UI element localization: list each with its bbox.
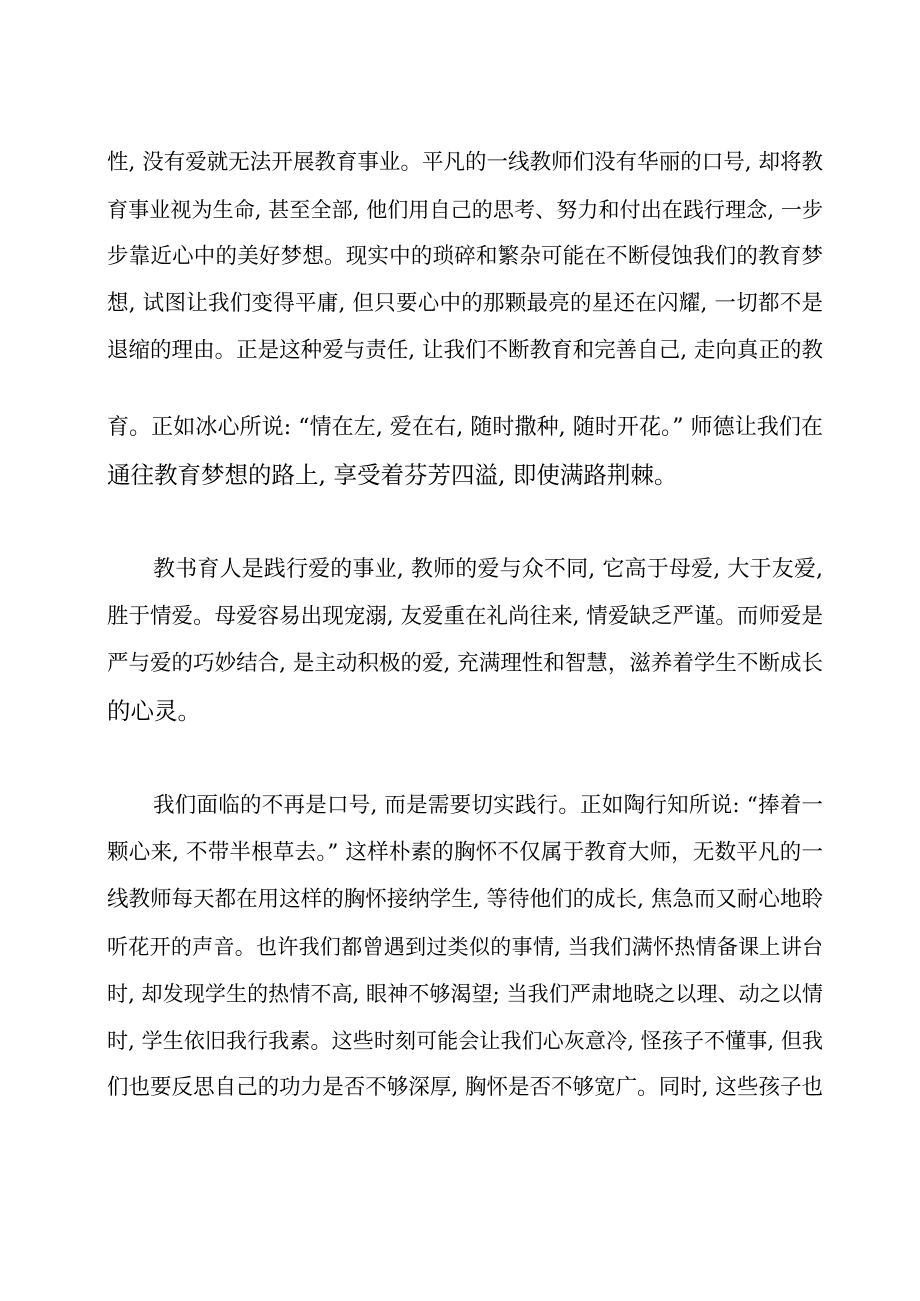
text-line: 我们面临的不再是口号, 而是需要切实践行。正如陶行知所说: “捧着一 — [153, 793, 823, 818]
text-line: 通往教育梦想的路上, 享受着芬芳四溢, 即使满路荆棘。 — [107, 461, 678, 489]
text-line: 性, 没有爱就无法开展教育事业。平凡的一线教师们没有华丽的口号, 却将教 — [107, 150, 823, 175]
text-line: 育事业视为生命, 甚至全部, 他们用自己的思考、努力和付出在践行理念, 一步 — [107, 198, 823, 222]
text-line: 胜于情爱。母爱容易出现宠溺, 友爱重在礼尚往来, 情爱缺乏严谨。而师爱是 — [107, 604, 823, 629]
text-line: 教书育人是践行爱的事业, 教师的爱与众不同, 它高于母爱, 大于友爱, — [153, 557, 823, 582]
text-line: 步靠近心中的美好梦想。现实中的琐碎和繁杂可能在不断侵蚀我们的教育梦 — [107, 244, 823, 269]
text-line: 的心灵。 — [107, 697, 201, 725]
text-line: 线教师每天都在用这样的胸怀接纳学生, 等待他们的成长, 焦急而又耐心地聆 — [107, 887, 823, 912]
text-line: 育。正如冰心所说: “情在左, 爱在右, 随时撒种, 随时开花。” 师德让我们在 — [107, 415, 823, 440]
text-line: 颗心来, 不带半根草去。” 这样朴素的胸怀不仅属于教育大师，无数平凡的一 — [107, 840, 823, 865]
text-line: 听花开的声音。也许我们都曾遇到过类似的事情, 当我们满怀热情备课上讲台 — [107, 935, 823, 959]
text-line: 严与爱的巧妙结合, 是主动积极的爱, 充满理性和智慧，滋养着学生不断成长 — [107, 651, 823, 676]
text-line: 想, 试图让我们变得平庸, 但只要心中的那颗最亮的星还在闪耀, 一切都不是 — [107, 291, 823, 316]
text-line: 时, 学生依旧我行我素。这些时刻可能会让我们心灰意冷, 怪孩子不懂事, 但我 — [107, 1029, 823, 1053]
text-line: 们也要反思自己的功力是否不够深厚, 胸怀是否不够宽广。同时, 这些孩子也 — [107, 1075, 823, 1100]
text-line: 退缩的理由。正是这种爱与责任, 让我们不断教育和完善自己, 走向真正的教 — [107, 338, 823, 363]
text-line: 时, 却发现学生的热情不高, 眼神不够渴望; 当我们严肃地晓之以理、动之以情 — [107, 982, 823, 1006]
